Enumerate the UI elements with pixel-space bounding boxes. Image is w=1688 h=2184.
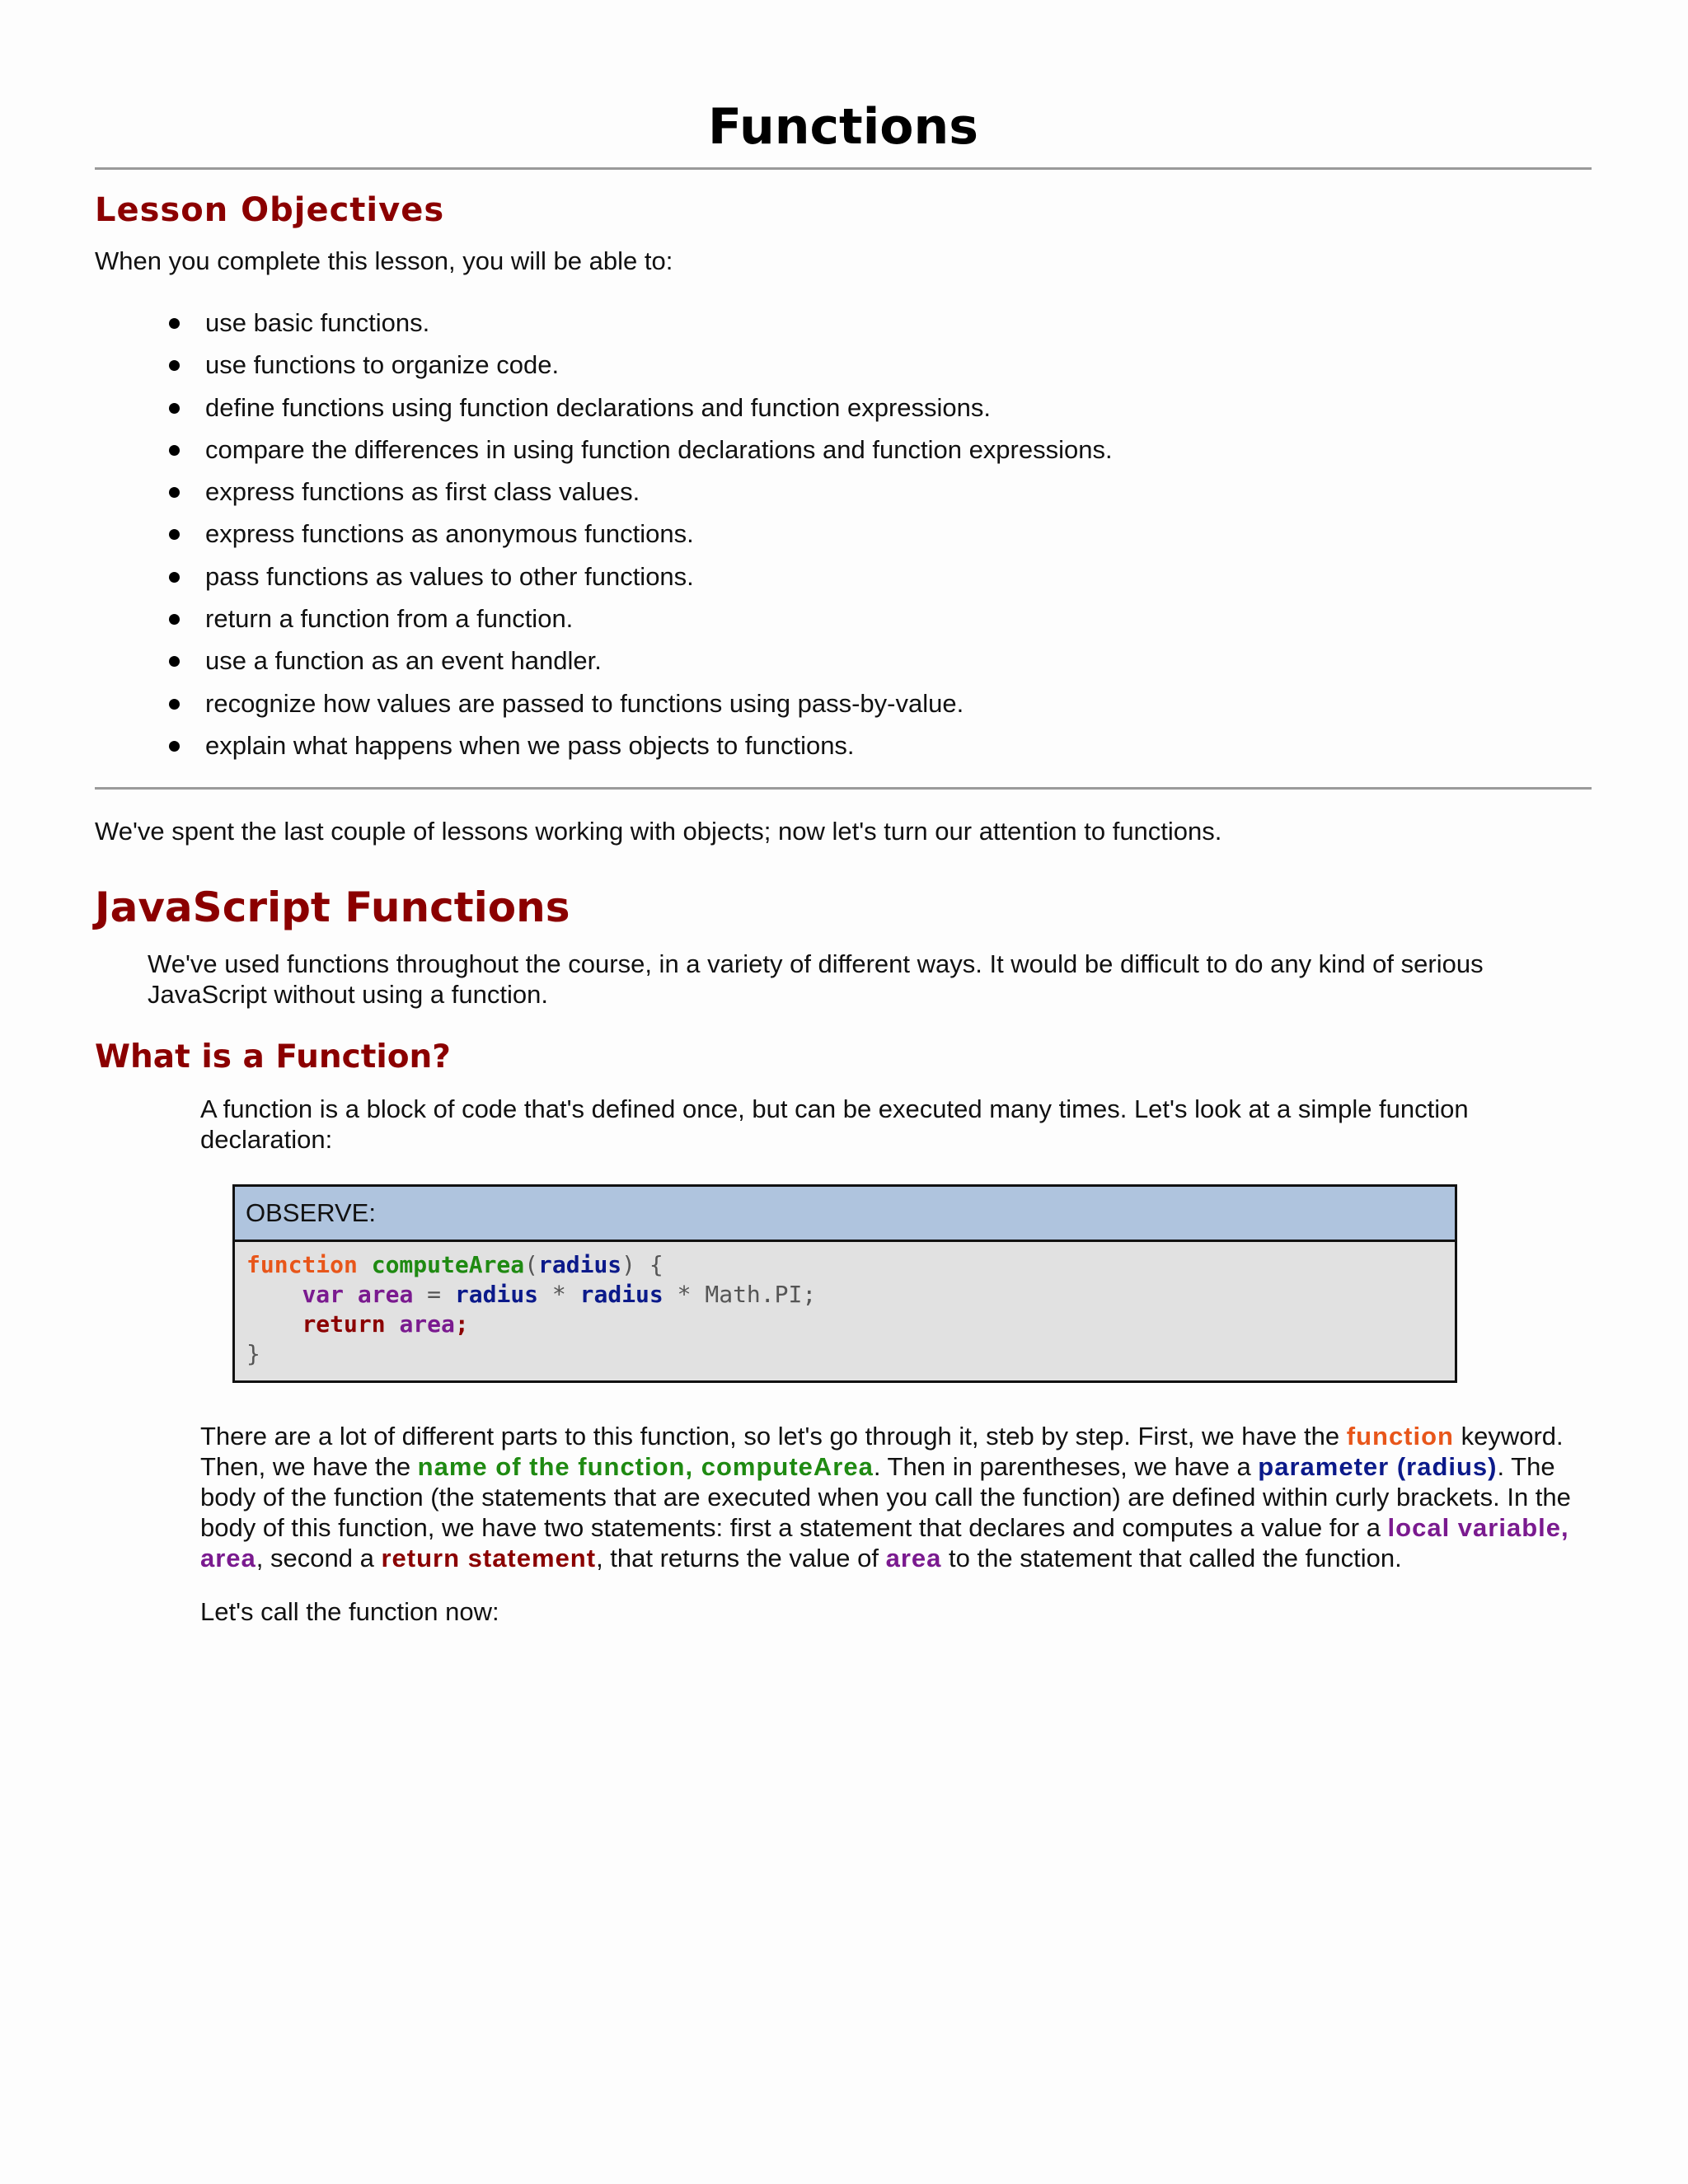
section-heading-what-is-a-function: What is a Function?	[95, 1038, 451, 1076]
code-return-keyword: return	[302, 1310, 386, 1338]
code-radius-ref: radius	[454, 1281, 539, 1309]
section-heading-javascript-functions: JavaScript Functions	[95, 883, 570, 932]
code-local-variable: area	[357, 1281, 414, 1309]
code-indent	[246, 1310, 302, 1338]
code-return-value: area	[399, 1310, 455, 1338]
explanation-text: to the statement that called the function.	[941, 1544, 1402, 1573]
bullet-icon	[169, 445, 180, 456]
emphasis-local-variable: local variable, area	[200, 1513, 1569, 1573]
objective-text: define functions using function declarations and function expressions.	[205, 392, 991, 422]
bullet-icon	[169, 699, 180, 710]
explanation-text: There are a lot of different parts to this function, so let's go through it, steb by step. First, we have the	[200, 1422, 1347, 1451]
code-space	[386, 1310, 400, 1338]
list-item	[169, 476, 1592, 518]
explanation-paragraph	[200, 1421, 1585, 1573]
list-item	[169, 645, 1592, 687]
code-block	[235, 1242, 1455, 1380]
title-divider	[95, 167, 1592, 170]
objective-text: recognize how values are passed to functions using pass-by-value.	[205, 688, 964, 718]
objective-text: use a function as an event handler.	[205, 646, 602, 676]
code-function-keyword: function	[246, 1251, 358, 1279]
list-item	[169, 730, 1592, 772]
code-semicolon: ;	[454, 1310, 469, 1338]
objective-text: pass functions as values to other functions.	[205, 561, 694, 591]
code-open-paren: (	[524, 1251, 539, 1279]
observe-code-box	[232, 1184, 1457, 1383]
emphasis-function-keyword: function	[1346, 1422, 1454, 1451]
code-parameter: radius	[538, 1251, 622, 1279]
objective-text: express functions as anonymous functions.	[205, 519, 694, 549]
code-closing-brace: }	[246, 1340, 260, 1368]
list-item	[169, 688, 1592, 730]
bullet-icon	[169, 529, 180, 540]
page-title: Functions	[708, 98, 978, 156]
explanation-text: keyword. Then, we have the	[200, 1422, 1564, 1482]
objective-text: explain what happens when we pass objects to functions.	[205, 730, 855, 760]
bullet-icon	[169, 656, 180, 667]
emphasis-function-name: name of the function, computeArea	[417, 1452, 874, 1482]
objectives-heading: Lesson Objectives	[95, 191, 445, 229]
code-function-name: computeArea	[371, 1251, 525, 1279]
document-page	[95, 0, 1592, 1627]
explanation-text: . Then in parentheses, we have a	[873, 1452, 1259, 1482]
javascript-functions-paragraph: We've used functions throughout the course, in a variety of different ways. It would be difficult to do any kind of serious JavaScript without using a function.	[148, 949, 1484, 1010]
list-item	[169, 349, 1592, 391]
list-item	[169, 603, 1592, 645]
code-indent	[246, 1281, 302, 1308]
list-item	[169, 307, 1592, 349]
objectives-divider	[95, 787, 1592, 790]
objectives-intro: When you complete this lesson, you will be able to:	[95, 246, 673, 275]
code-multiply: *	[538, 1281, 580, 1309]
explanation-text: . The body of the function (the statements that are executed when you call the function) are defined within curly brackets. In the body of this function, we have two statements: first a statement that declares and computes a value for a	[200, 1452, 1571, 1543]
bullet-icon	[169, 572, 180, 583]
call-function-text: Let's call the function now:	[200, 1597, 499, 1627]
objective-text: express functions as first class values.	[205, 477, 640, 507]
objective-text: compare the differences in using function declarations and function expressions.	[205, 434, 1113, 464]
objective-text: use functions to organize code.	[205, 350, 560, 380]
what-is-a-function-paragraph: A function is a block of code that's defined once, but can be executed many times. Let's look at a simple function declaration:	[200, 1094, 1469, 1155]
list-item	[169, 561, 1592, 603]
objective-text: use basic functions.	[205, 308, 430, 337]
bullet-icon	[169, 403, 180, 414]
bullet-icon	[169, 487, 180, 498]
explanation-text: , that returns the value of	[596, 1544, 886, 1573]
bullet-icon	[169, 741, 180, 752]
emphasis-return-statement: return statement	[381, 1544, 597, 1573]
bullet-icon	[169, 360, 180, 371]
explanation-text: , second a	[256, 1544, 382, 1573]
list-item	[169, 434, 1592, 476]
list-item	[169, 518, 1592, 560]
observe-label: OBSERVE:	[235, 1187, 1455, 1242]
bullet-icon	[169, 614, 180, 625]
code-radius-ref: radius	[579, 1281, 663, 1309]
objectives-list	[95, 307, 1592, 772]
code-space	[344, 1281, 358, 1308]
emphasis-area: area	[885, 1544, 942, 1573]
code-var-keyword: var	[302, 1281, 345, 1309]
list-item	[169, 392, 1592, 434]
code-assign: =	[413, 1281, 455, 1309]
code-math-pi: * Math.PI;	[663, 1281, 817, 1309]
code-close-paren-brace: ) {	[621, 1251, 663, 1279]
transition-text: We've spent the last couple of lessons working with objects; now let's turn our attention to functions.	[95, 817, 1222, 846]
objective-text: return a function from a function.	[205, 604, 574, 634]
bullet-icon	[169, 318, 180, 329]
emphasis-parameter: parameter (radius)	[1258, 1452, 1498, 1482]
